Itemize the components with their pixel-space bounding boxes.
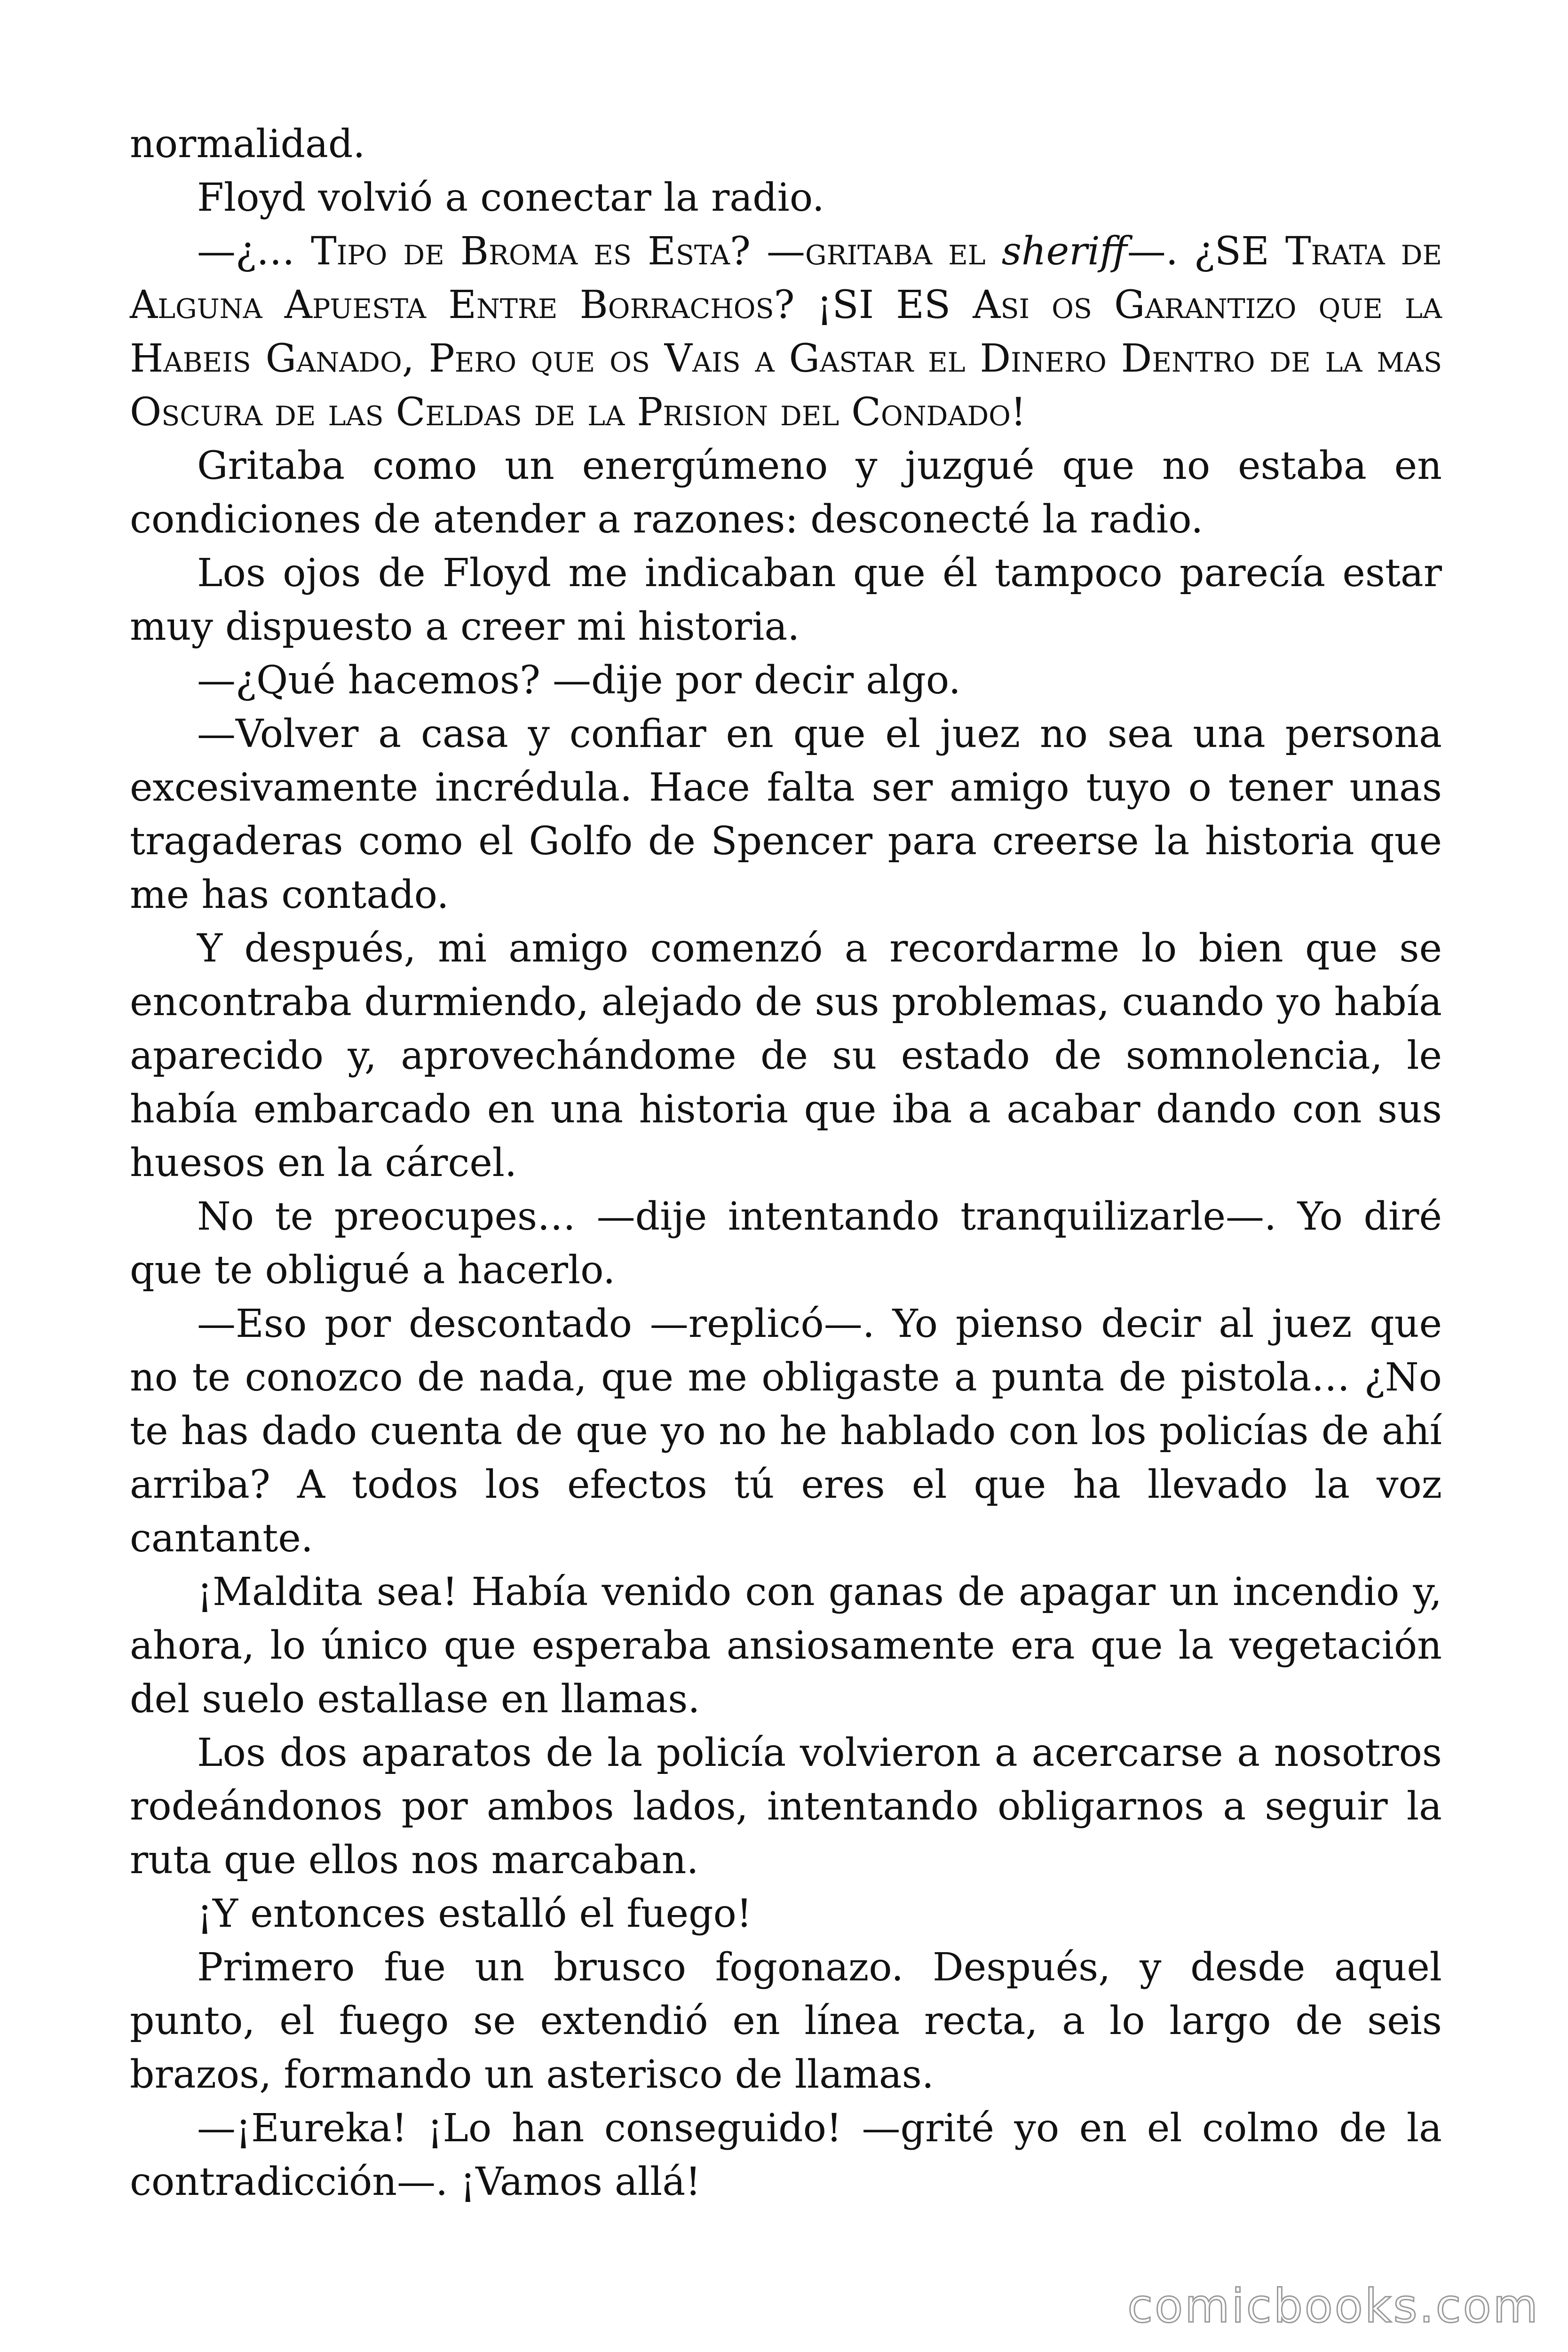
paragraph: normalidad.	[130, 122, 365, 167]
paragraph: Gritaba como un energúmeno y juzgué que no estaba en condiciones de atender a razones: desconecté la radio.	[130, 444, 1442, 542]
paragraph: Los ojos de Floyd me indicaban que él tampoco parecía estar muy dispuesto a creer mi historia.	[130, 551, 1442, 649]
paragraph: Y después, mi amigo comenzó a recordarme lo bien que se encontraba durmiendo, alejado de sus problemas, cuando yo había aparecido y, aprovechándome de su estado de somnolencia, le había embarcado en una historia que iba a acabar dando con sus huesos en la cárcel.	[130, 926, 1442, 1185]
paragraph: —Eso por descontado —replicó—. Yo pienso decir al juez que no te conozco de nada, que me obligaste a punta de pistola… ¿No te has dado cuenta de que yo no he hablado con los policías de ahí arriba? A todos los efectos tú eres el que ha llevado la voz cantante.	[130, 1302, 1442, 1561]
paragraph: Floyd volvió a conectar la radio.	[197, 175, 824, 220]
paragraph: ¡Maldita sea! Había venido con ganas de apagar un incendio y, ahora, lo único que esperaba ansiosamente era que la vegetación del suelo estallase en llamas.	[130, 1570, 1442, 1722]
paragraph: —¿Qué hacemos? —dije por decir algo.	[197, 658, 961, 703]
paragraph: Primero fue un brusco fogonazo. Después, y desde aquel punto, el fuego se extendió en línea recta, a lo largo de seis brazos, formando un asterisco de llamas.	[130, 1945, 1442, 2097]
paragraph: —¡Eureka! ¡Lo han conseguido! —grité yo en el colmo de la contradicción—. ¡Vamos allá!	[130, 2106, 1442, 2204]
paragraph: —Volver a casa y confiar en que el juez no sea una persona excesivamente incrédula. Hace falta ser amigo tuyo o tener unas tragaderas como el Golfo de Spencer para creerse la historia que me has contado.	[130, 712, 1442, 917]
paragraph: ¡Y entonces estalló el fuego!	[197, 1891, 752, 1936]
shout-text: —¿… Tipo de Broma es Esta? —gritaba el	[197, 229, 1002, 274]
sheriff-italic: sheriff	[1001, 229, 1127, 274]
paragraph: Los dos aparatos de la policía volvieron a acercarse a nosotros rodeándonos por ambos lados, intentando obligarnos a seguir la ruta que ellos nos marcaban.	[130, 1731, 1442, 1883]
paragraph: No te preocupes… —dije intentando tranquilizarle—. Yo diré que te obligué a hacerlo.	[130, 1194, 1442, 1293]
watermark: comicbooks.com	[1127, 2280, 1540, 2333]
book-page-text	[130, 118, 1442, 2209]
shout-text: —. ¿SE Trata de Alguna Apuesta Entre Borrachos? ¡SI ES Asi os Garantizo que la Habeis Ganado, Pero que os Vais a Gastar el Dinero Dentro de la mas Oscura de las Celdas de la Prision del Condado!	[130, 229, 1442, 435]
paragraph-radio-shout	[130, 225, 1442, 439]
